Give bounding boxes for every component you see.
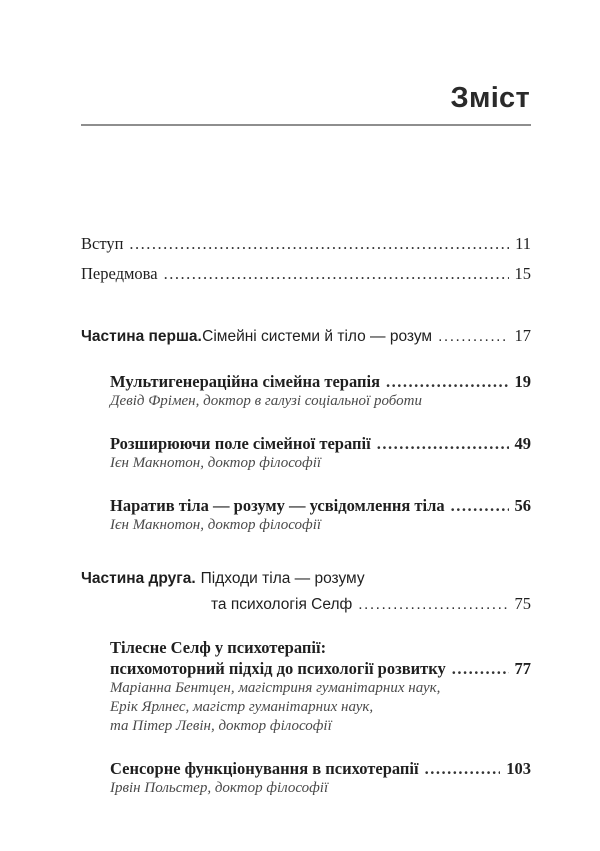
title-rule — [81, 124, 531, 126]
dot-leader — [451, 496, 509, 516]
chapter-page: 19 — [514, 372, 531, 391]
part-page: 75 — [514, 594, 531, 613]
chapter-page: 103 — [506, 759, 531, 778]
dot-leader — [377, 434, 509, 454]
toc-part-two-line2[interactable] — [211, 594, 531, 614]
toc-part-one[interactable] — [81, 326, 531, 346]
dot-leader — [386, 372, 508, 392]
part-title-line1: Підходи тіла — розуму — [200, 570, 365, 587]
toc-chapter-line1[interactable] — [110, 638, 326, 658]
chapter-title: Наратив тіла — розуму — усвідомлення тіла — [110, 496, 445, 515]
entry-title: Вступ — [81, 234, 124, 253]
chapter-title: Розширюючи поле сімейної терапії — [110, 434, 371, 453]
chapter-page: 49 — [514, 434, 531, 453]
chapter-author: Ерік Ярлнес, магістр гуманітарних наук, — [110, 699, 374, 715]
toc-part-two[interactable] — [81, 570, 365, 588]
toc-chapter[interactable] — [110, 434, 531, 454]
part-title-line2: та психологія Селф — [211, 596, 353, 613]
chapter-author: Ірвін Польстер, доктор філософії — [110, 780, 329, 796]
toc-chapter[interactable] — [110, 659, 531, 679]
part-page: 17 — [514, 326, 531, 345]
chapter-page: 77 — [514, 659, 531, 678]
part-label: Частина друга. — [81, 570, 196, 587]
chapter-author: Ієн Макнотон, доктор філософії — [110, 455, 322, 471]
toc-entry-preface[interactable] — [81, 264, 531, 284]
chapter-author: Маріанна Бентцен, магістриня гуманітарних наук, — [110, 680, 441, 696]
dot-leader — [425, 759, 501, 779]
chapter-page: 56 — [514, 496, 531, 515]
chapter-author: Девід Фрімен, доктор в галузі соціальної роботи — [110, 393, 422, 409]
toc-chapter[interactable] — [110, 496, 531, 516]
toc-chapter[interactable] — [110, 759, 531, 779]
toc-entry-intro[interactable] — [81, 234, 531, 254]
page-title: Зміст — [450, 82, 530, 114]
chapter-author: Ієн Макнотон, доктор філософії — [110, 517, 322, 533]
dot-leader — [452, 659, 509, 679]
entry-page: 11 — [515, 234, 531, 253]
dot-leader — [358, 596, 508, 614]
chapter-title-line2: психомоторний підхід до психології розвитку — [110, 659, 446, 678]
dot-leader — [164, 264, 509, 284]
chapter-title-line1: Тілесне Селф у психотерапії: — [110, 638, 327, 657]
part-label: Частина перша. — [81, 328, 202, 345]
toc-chapter[interactable] — [110, 372, 531, 392]
chapter-author: та Пітер Левін, доктор філософії — [110, 718, 332, 734]
chapter-title: Мультигенераційна сімейна терапія — [110, 372, 381, 391]
entry-page: 15 — [514, 264, 531, 283]
entry-title: Передмова — [81, 264, 158, 283]
dot-leader — [129, 234, 509, 254]
dot-leader — [438, 328, 508, 346]
part-title: Сімейні системи й тіло — розум — [202, 328, 433, 345]
chapter-title: Сенсорне функціонування в психотерапії — [110, 759, 419, 778]
